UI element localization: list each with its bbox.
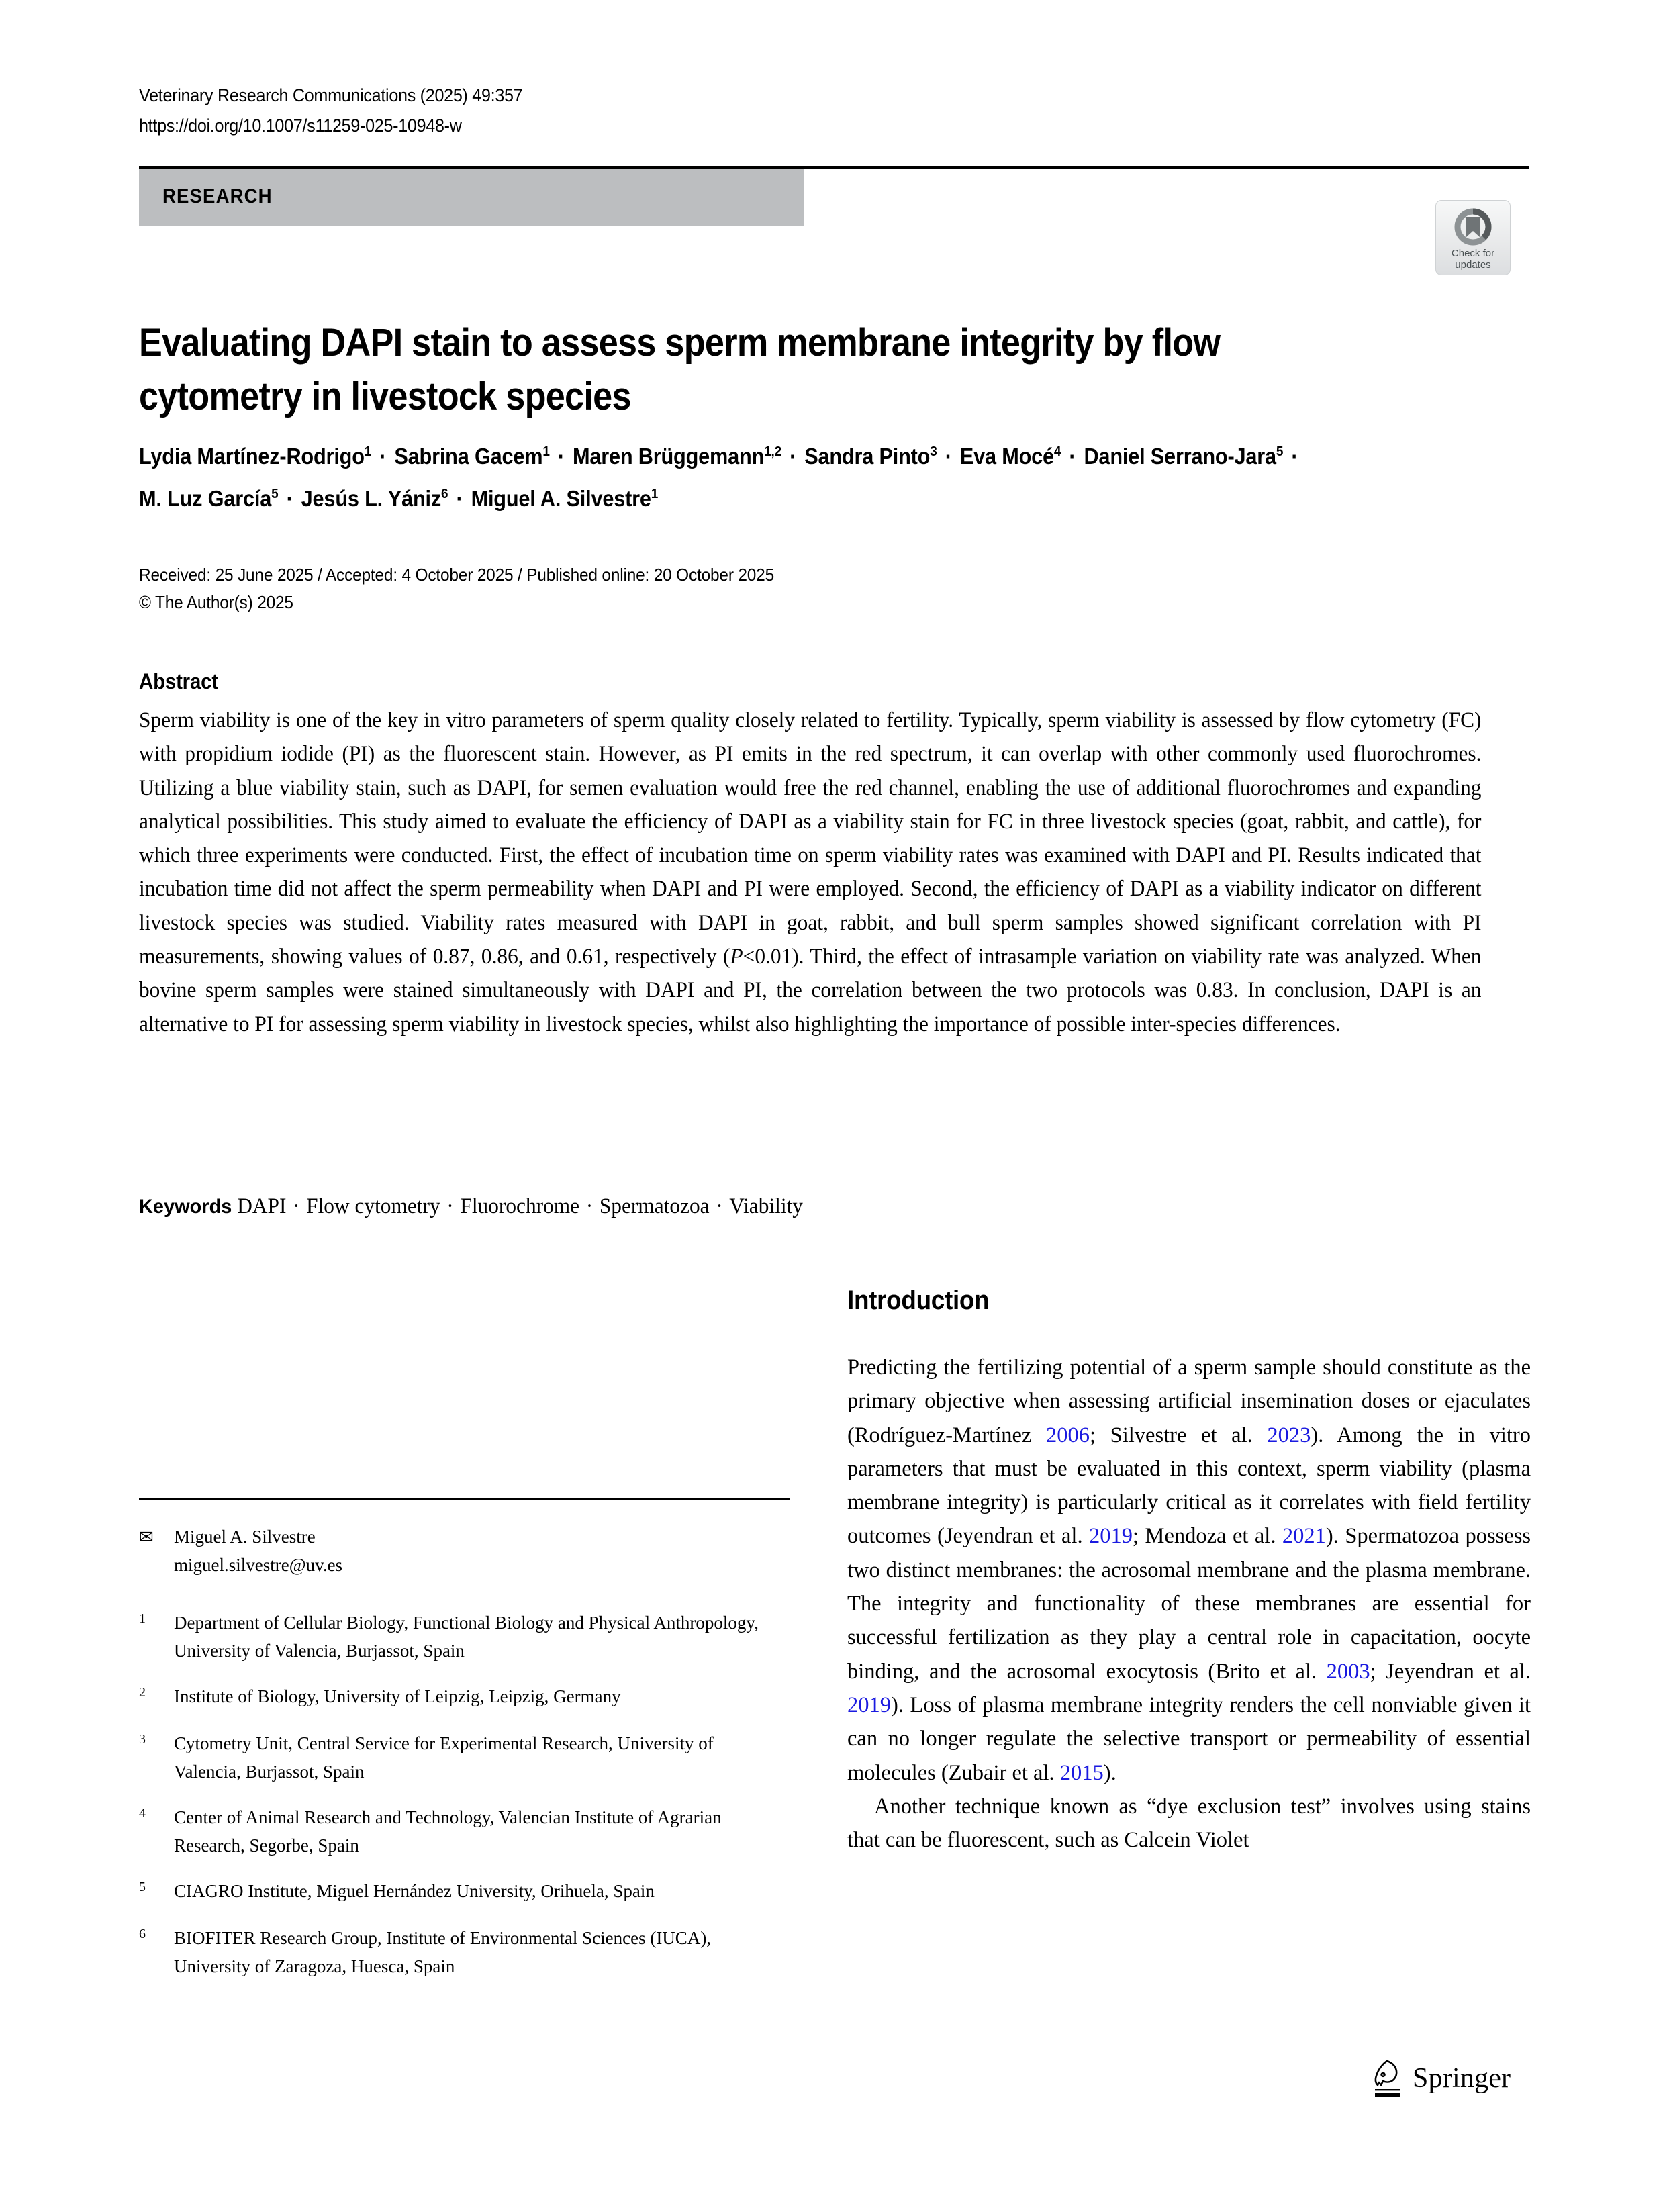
affiliation-number: 6 <box>139 1927 146 1941</box>
introduction-paragraph-1 <box>847 1351 1531 1790</box>
affiliation-item <box>139 1608 810 1665</box>
journal-citation-line: Veterinary Research Communications (2025) 49:357 <box>139 85 523 105</box>
crossmark-bookmark-icon <box>1454 207 1492 246</box>
keywords-items <box>237 1194 803 1218</box>
affiliation-text: Cytometry Unit, Central Service for Experimental Research, University of Valencia, Burjassot, Spain <box>174 1733 714 1782</box>
keyword-item[interactable]: Spermatozoa <box>599 1194 710 1218</box>
citation-link-2006[interactable]: 2006 <box>1045 1423 1090 1447</box>
affiliation-number: 2 <box>139 1685 146 1700</box>
affiliation-item <box>139 1682 810 1712</box>
abstract-text <box>139 704 1481 1041</box>
journal-doi-line[interactable]: https://doi.org/10.1007/s11259-025-10948-w <box>139 115 462 136</box>
author-name: Daniel Serrano-Jara <box>1084 444 1276 469</box>
author-separator: · <box>281 486 299 511</box>
intro-seg-5: ). Spermatozoa possess two distinct membranes: the acrosomal membrane and the plasma membrane. The integrity and functionality of these membranes are essential for successful fertilization as they play a central role in capacitation, oocyte binding, and the acrosomal exocytosis (Brito et al. <box>847 1524 1531 1684</box>
keyword-item[interactable]: Fluorochrome <box>460 1194 580 1218</box>
author-entry <box>1084 444 1283 469</box>
author-affiliation-marker: 3 <box>930 444 937 459</box>
affiliation-text: Department of Cellular Biology, Functional Biology and Physical Anthropology, University of Valencia, Burjassot, Spain <box>174 1613 759 1661</box>
affiliation-text: CIAGRO Institute, Miguel Hernández University, Orihuela, Spain <box>174 1881 655 1901</box>
intro-seg-7: ). Loss of plasma membrane integrity renders the cell nonviable given it can no longer regulate the selective transport or permeability of essential molecules (Zubair et al. <box>847 1692 1531 1785</box>
springer-knight-icon <box>1370 2058 1406 2100</box>
author-name: M. Luz García <box>139 486 272 511</box>
check-for-updates-badge[interactable] <box>1435 200 1511 275</box>
citation-link-2019a[interactable]: 2019 <box>1089 1524 1133 1549</box>
author-separator: · <box>1286 444 1298 469</box>
keywords-label: Keywords <box>139 1196 232 1218</box>
author-list <box>139 435 1325 520</box>
affiliation-item <box>139 1877 810 1907</box>
crossmark-label-line2: updates <box>1455 259 1491 271</box>
affiliation-item <box>139 1924 810 1980</box>
author-name: Eva Mocé <box>959 444 1054 469</box>
footnote-rule <box>139 1498 790 1500</box>
author-entry <box>960 444 1061 469</box>
article-type-label: RESEARCH <box>162 185 273 207</box>
author-affiliation-marker: 5 <box>1276 444 1284 459</box>
keyword-separator: · <box>585 1194 593 1218</box>
keyword-separator: · <box>446 1194 454 1218</box>
introduction-heading: Introduction <box>847 1286 990 1315</box>
affiliation-text: BIOFITER Research Group, Institute of Environmental Sciences (IUCA), University of Zaragoza, Huesca, Spain <box>174 1928 712 1976</box>
author-affiliation-marker: 4 <box>1053 444 1061 459</box>
introduction-paragraph-2: Another technique known as “dye exclusion test” involves using stains that can be fluorescent, such as Calcein Violet <box>847 1794 1531 1853</box>
citation-link-2015[interactable]: 2015 <box>1059 1760 1104 1785</box>
author-affiliation-marker: 1 <box>364 444 372 459</box>
citation-link-2019b[interactable]: 2019 <box>847 1692 891 1717</box>
envelope-icon: ✉ <box>139 1527 154 1547</box>
journal-header <box>139 81 1013 141</box>
affiliation-text: Institute of Biology, University of Leipzig, Leipzig, Germany <box>174 1686 621 1706</box>
affiliation-number: 5 <box>139 1880 146 1894</box>
author-separator: · <box>552 444 571 469</box>
author-entry <box>394 444 549 469</box>
author-separator: · <box>373 444 392 469</box>
author-affiliation-marker: 1 <box>542 444 550 459</box>
author-entry <box>471 486 659 511</box>
citation-link-2021[interactable]: 2021 <box>1282 1524 1326 1549</box>
intro-seg-6: ; Jeyendran et al. <box>1370 1659 1531 1684</box>
introduction-text <box>847 1351 1531 1857</box>
received-accepted-line: Received: 25 June 2025 / Accepted: 4 October 2025 / Published online: 20 October 2025 <box>139 565 774 585</box>
keyword-separator: · <box>293 1194 300 1218</box>
abstract-heading: Abstract <box>139 669 218 693</box>
author-name: Lydia Martínez-Rodrigo <box>139 444 365 469</box>
intro-seg-4: ; Mendoza et al. <box>1133 1524 1282 1549</box>
copyright-line: © The Author(s) 2025 <box>139 592 293 612</box>
author-affiliation-marker: 1 <box>651 486 659 501</box>
publication-dates <box>139 561 1212 616</box>
affiliation-item <box>139 1803 810 1860</box>
affiliation-number: 3 <box>139 1732 146 1747</box>
crossmark-label-line1: Check for <box>1451 248 1495 259</box>
publisher-name: Springer <box>1413 2063 1511 2094</box>
author-entry <box>139 444 371 469</box>
keyword-item[interactable]: DAPI <box>237 1194 287 1218</box>
author-separator: · <box>783 444 802 469</box>
corresponding-author-name: Miguel A. Silvestre <box>174 1527 316 1547</box>
intro-seg-3: ). Among the in vitro parameters that must be evaluated in this context, sperm viability (plasma membrane integrity) is particularly critical as it correlates with field fertility outcomes (Jeyendran et al. <box>847 1423 1531 1549</box>
affiliation-item <box>139 1729 810 1786</box>
publisher-footer <box>1370 2054 1524 2108</box>
keyword-item[interactable]: Viability <box>729 1194 803 1218</box>
citation-link-2023[interactable]: 2023 <box>1267 1423 1311 1447</box>
author-entry <box>139 486 279 511</box>
check-for-updates-label <box>1436 248 1510 271</box>
citation-link-2003[interactable]: 2003 <box>1326 1659 1370 1684</box>
author-affiliation-marker: 1,2 <box>764 444 782 459</box>
page-title: Evaluating DAPI stain to assess sperm membrane integrity by flow cytometry in livestock species <box>139 320 1221 418</box>
keyword-separator: · <box>716 1194 723 1218</box>
author-separator: · <box>939 444 958 469</box>
author-entry <box>301 486 448 511</box>
intro-seg-2: ; Silvestre et al. <box>1089 1423 1268 1447</box>
corresponding-author-email[interactable]: miguel.silvestre@uv.es <box>174 1555 343 1575</box>
author-name: Maren Brüggemann <box>572 444 765 469</box>
keywords-line <box>139 1190 1481 1223</box>
author-affiliation-marker: 6 <box>441 486 448 501</box>
corresponding-author-block <box>139 1523 797 1579</box>
affiliation-list <box>139 1608 810 1998</box>
author-entry <box>804 444 937 469</box>
author-separator: · <box>1063 444 1082 469</box>
author-separator: · <box>450 486 469 511</box>
author-name: Sabrina Gacem <box>394 444 543 469</box>
abstract-p-italic: P <box>730 945 743 969</box>
affiliation-number: 1 <box>139 1611 146 1626</box>
intro-seg-1: Predicting the fertilizing potential of a sperm sample should constitute as the primary objective when assessing artificial insemination doses or ejaculates (Rodríguez-Martínez <box>847 1355 1531 1447</box>
intro-seg-8: ). <box>1103 1760 1116 1785</box>
affiliation-text: Center of Animal Research and Technology, Valencian Institute of Agrarian Research, Segorbe, Spain <box>174 1807 722 1856</box>
affiliation-number: 4 <box>139 1806 146 1821</box>
article-type-badge <box>139 169 804 226</box>
author-name: Jesús L. Yániz <box>301 486 442 511</box>
author-name: Sandra Pinto <box>804 444 931 469</box>
author-affiliation-marker: 5 <box>271 486 279 501</box>
abstract-text-part1: Sperm viability is one of the key in vitro parameters of sperm quality closely related to fertility. Typically, sperm viability is assessed by flow cytometry (FC) with propidium iodide (PI) as the fluorescent stain. However, as PI emits in the red spectrum, it can overlap with other commonly used fluorochromes. Utilizing a blue viability stain, such as DAPI, for semen evaluation would free the red channel, enabling the use of additional fluorochromes and expanding analytical possibilities. This study aimed to evaluate the efficiency of DAPI as a viability stain for FC in three livestock species (goat, rabbit, and cattle), for which three experiments were conducted. First, the effect of incubation time on sperm viability rates was examined with DAPI and PI. Results indicated that incubation time did not affect the sperm permeability when DAPI and PI were employed. Second, the efficiency of DAPI as a viability indicator on different livestock species was studied. Viability rates measured with DAPI in goat, rabbit, and bull sperm samples showed significant correlation with PI measurements, showing values of 0.87, 0.86, and 0.61, respectively ( <box>139 708 1482 969</box>
abstract-text-part2: <0.01). Third, the effect of intrasample variation on viability rate was analyzed. When bovine sperm samples were stained simultaneously with DAPI and PI, the correlation between the two protocols was 0.83. In conclusion, DAPI is an alternative to PI for assessing sperm viability in livestock species, whilst also highlighting the importance of possible inter-species differences. <box>139 945 1482 1037</box>
author-name: Miguel A. Silvestre <box>471 486 651 511</box>
keyword-item[interactable]: Flow cytometry <box>306 1194 440 1218</box>
author-entry <box>573 444 781 469</box>
